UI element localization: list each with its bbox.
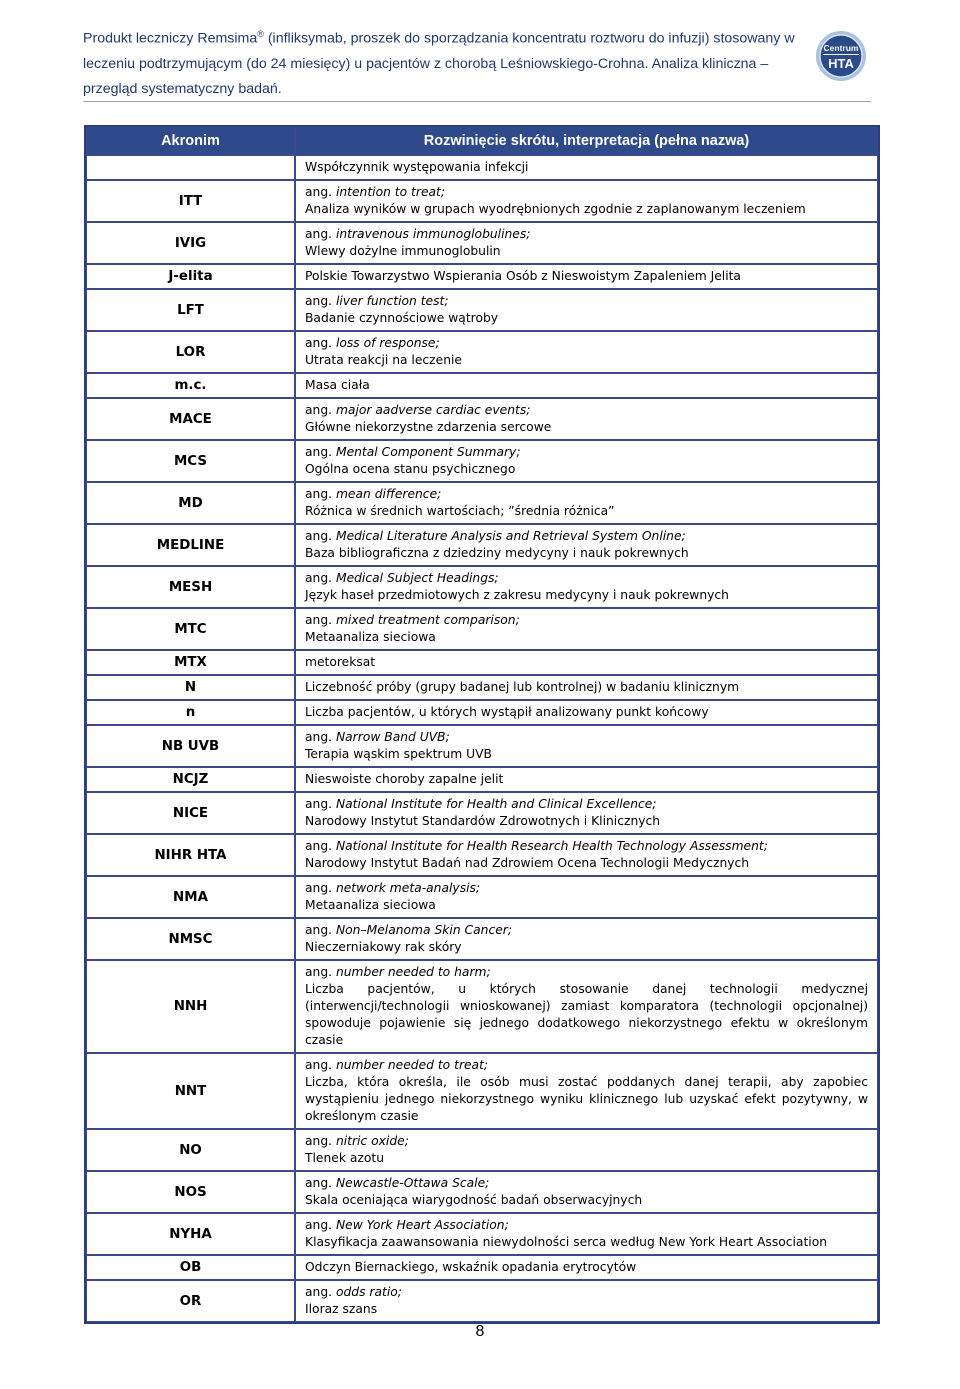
language-prefix: ang. <box>305 1058 336 1072</box>
language-prefix: ang. <box>305 294 336 308</box>
polish-description: Liczebność próby (grupy badanej lub kontrolnej) w badaniu klinicznym <box>305 680 740 694</box>
table-row <box>86 876 878 918</box>
polish-description: Tlenek azotu <box>305 1151 385 1165</box>
acronym-cell: NOS <box>86 1171 295 1213</box>
english-term: Newcastle-Ottawa Scale; <box>335 1176 490 1190</box>
polish-description: Wlewy dożylne immunoglobulin <box>305 244 501 258</box>
table-row <box>86 675 878 700</box>
table-row <box>86 792 878 834</box>
table-row <box>86 608 878 650</box>
polish-description: Współczynnik występowania infekcji <box>305 160 529 174</box>
language-prefix: ang. <box>305 613 336 627</box>
description-cell <box>295 918 878 960</box>
description-cell <box>295 440 878 482</box>
description-cell <box>295 222 878 264</box>
table-row <box>86 725 878 767</box>
acronym-cell: N <box>86 675 295 700</box>
language-prefix: ang. <box>305 730 336 744</box>
english-term-line <box>305 612 868 629</box>
polish-description: Odczyn Biernackiego, wskaźnik opadania erytrocytów <box>305 1260 637 1274</box>
language-prefix: ang. <box>305 1218 336 1232</box>
polish-description: Język haseł przedmiotowych z zakresu medycyny i nauk pokrewnych <box>305 588 729 602</box>
acronym-cell: NCJZ <box>86 767 295 792</box>
header-line-3: przegląd systematyczny badań. <box>83 80 282 97</box>
acronym-cell: MTX <box>86 650 295 675</box>
acronym-cell: OB <box>86 1255 295 1280</box>
english-term-line <box>305 1175 868 1192</box>
english-term-line <box>305 1057 868 1074</box>
description-cell <box>295 725 878 767</box>
description-cell <box>295 1213 878 1255</box>
english-term: major aadverse cardiac events; <box>335 403 531 417</box>
english-term-line <box>305 226 868 243</box>
description-cell <box>295 524 878 566</box>
description-cell <box>295 834 878 876</box>
acronym-cell: J-elita <box>86 264 295 289</box>
english-term-line <box>305 729 868 746</box>
english-term: Non–Melanoma Skin Cancer; <box>335 923 512 937</box>
language-prefix: ang. <box>305 529 336 543</box>
polish-description: Liczba pacjentów, u których stosowanie danej technologii medycznej (interwencji/technologii wnioskowanej) zamiast komparatora (technologii opcjonalnej) spowoduje pojawienie się jednego dodatkowego niekorzystnego efektu w określonym czasie <box>305 982 868 1047</box>
table-row <box>86 1129 878 1171</box>
description-cell <box>295 608 878 650</box>
english-term: number needed to treat; <box>335 1058 489 1072</box>
polish-description: metoreksat <box>305 655 376 669</box>
description-cell <box>295 331 878 373</box>
table-row <box>86 700 878 725</box>
polish-description: Terapia wąskim spektrum UVB <box>305 747 492 761</box>
english-term: Narrow Band UVB; <box>335 730 450 744</box>
polish-description: Narodowy Instytut Badań nad Zdrowiem Ocena Technologii Medycznych <box>305 856 750 870</box>
polish-description: Różnica w średnich wartościach; ”średnia różnica” <box>305 504 615 518</box>
description-cell <box>295 792 878 834</box>
description-cell <box>295 650 878 675</box>
polish-description: Liczba pacjentów, u których wystąpił analizowany punkt końcowy <box>305 705 709 719</box>
acronym-cell: LFT <box>86 289 295 331</box>
table-row <box>86 264 878 289</box>
english-term: number needed to harm; <box>335 965 491 979</box>
acronym-cell: NNT <box>86 1053 295 1129</box>
language-prefix: ang. <box>305 571 336 585</box>
english-term: loss of response; <box>335 336 440 350</box>
polish-description: Metaanaliza sieciowa <box>305 898 436 912</box>
logo-text-top: Centrum <box>823 43 859 53</box>
english-term: liver function test; <box>335 294 449 308</box>
acronym-cell: NICE <box>86 792 295 834</box>
english-term: intention to treat; <box>335 185 446 199</box>
table-row <box>86 398 878 440</box>
english-term-line <box>305 796 868 813</box>
english-term-line <box>305 335 868 352</box>
registered-mark: ® <box>257 29 264 39</box>
acronym-cell: NB UVB <box>86 725 295 767</box>
header-line-1 <box>83 22 803 52</box>
english-term: mean difference; <box>335 487 442 501</box>
language-prefix: ang. <box>305 487 336 501</box>
polish-description: Liczba, która określa, ile osób musi zostać poddanych danej terapii, aby zapobiec wystąpieniu jednego niekorzystnego wyniku klinicznego lub uzyskać efekt pozytywny, w określonym czasie <box>305 1075 868 1123</box>
english-term-line <box>305 1217 868 1234</box>
polish-description: Utrata reakcji na leczenie <box>305 353 462 367</box>
english-term: Medical Literature Analysis and Retrieval System Online; <box>335 529 686 543</box>
description-cell <box>295 876 878 918</box>
acronym-cell: MTC <box>86 608 295 650</box>
abbreviations-table <box>84 125 880 1324</box>
polish-description: Analiza wyników w grupach wyodrębnionych zgodnie z zaplanowanym leczeniem <box>305 202 806 216</box>
table-row <box>86 524 878 566</box>
acronym-cell: n <box>86 700 295 725</box>
english-term: National Institute for Health and Clinical Excellence; <box>335 797 657 811</box>
description-cell <box>295 180 878 222</box>
english-term-line <box>305 570 868 587</box>
language-prefix: ang. <box>305 839 336 853</box>
language-prefix: ang. <box>305 445 336 459</box>
english-term-line <box>305 528 868 545</box>
english-term-line <box>305 184 868 201</box>
english-term-line <box>305 880 868 897</box>
language-prefix: ang. <box>305 797 336 811</box>
polish-description: Baza bibliograficzna z dziedziny medycyny i nauk pokrewnych <box>305 546 689 560</box>
polish-description: Nieczerniakowy rak skóry <box>305 940 462 954</box>
english-term-line <box>305 922 868 939</box>
english-term: mixed treatment comparison; <box>335 613 520 627</box>
polish-description: Masa ciała <box>305 378 370 392</box>
language-prefix: ang. <box>305 185 336 199</box>
description-cell <box>295 264 878 289</box>
polish-description: Badanie czynnościowe wątroby <box>305 311 499 325</box>
acronym-cell: NMA <box>86 876 295 918</box>
english-term-line <box>305 1284 868 1301</box>
table-row <box>86 1053 878 1129</box>
acronym-cell: NMSC <box>86 918 295 960</box>
column-header-acronym: Akronim <box>86 127 295 155</box>
table-row <box>86 767 878 792</box>
description-cell <box>295 566 878 608</box>
polish-description: Klasyfikacja zaawansowania niewydolności serca według New York Heart Association <box>305 1235 828 1249</box>
table-row <box>86 222 878 264</box>
description-cell <box>295 1280 878 1322</box>
english-term: intravenous immunoglobulines; <box>335 227 531 241</box>
table-row <box>86 331 878 373</box>
english-term-line <box>305 402 868 419</box>
description-cell <box>295 289 878 331</box>
table-row <box>86 650 878 675</box>
table-row <box>86 834 878 876</box>
language-prefix: ang. <box>305 403 336 417</box>
english-term-line <box>305 486 868 503</box>
acronym-cell: OR <box>86 1280 295 1322</box>
description-cell <box>295 700 878 725</box>
description-cell <box>295 1255 878 1280</box>
description-cell <box>295 482 878 524</box>
table-row <box>86 1280 878 1322</box>
acronym-cell: NIHR HTA <box>86 834 295 876</box>
language-prefix: ang. <box>305 227 336 241</box>
table-row <box>86 180 878 222</box>
acronym-cell: MACE <box>86 398 295 440</box>
page-number: 8 <box>475 1323 485 1340</box>
acronym-cell: NO <box>86 1129 295 1171</box>
language-prefix: ang. <box>305 336 336 350</box>
english-term-line <box>305 964 868 981</box>
english-term-line <box>305 838 868 855</box>
polish-description: Iloraz szans <box>305 1302 378 1316</box>
language-prefix: ang. <box>305 965 336 979</box>
header-line-1-rest: (infliksymab, proszek do sporządzania koncentratu roztworu do infuzji) stosowany w <box>263 30 795 47</box>
english-term: odds ratio; <box>335 1285 402 1299</box>
description-cell <box>295 1053 878 1129</box>
language-prefix: ang. <box>305 1134 336 1148</box>
acronym-cell: NYHA <box>86 1213 295 1255</box>
description-cell <box>295 373 878 398</box>
english-term: network meta-analysis; <box>335 881 481 895</box>
table-row <box>86 566 878 608</box>
acronym-cell <box>86 155 295 180</box>
polish-description: Główne niekorzystne zdarzenia sercowe <box>305 420 552 434</box>
acronym-cell: LOR <box>86 331 295 373</box>
description-cell <box>295 398 878 440</box>
acronym-cell: MD <box>86 482 295 524</box>
english-term: National Institute for Health Research Health Technology Assessment; <box>335 839 768 853</box>
english-term-line <box>305 1133 868 1150</box>
polish-description: Ogólna ocena stanu psychicznego <box>305 462 516 476</box>
table-row <box>86 155 878 180</box>
polish-description: Skala oceniająca wiarygodność badań obserwacyjnych <box>305 1193 643 1207</box>
description-cell <box>295 960 878 1053</box>
acronym-cell: NNH <box>86 960 295 1053</box>
acronym-cell: MCS <box>86 440 295 482</box>
description-cell <box>295 1171 878 1213</box>
table-row <box>86 373 878 398</box>
english-term: New York Heart Association; <box>335 1218 509 1232</box>
acronym-cell: MEDLINE <box>86 524 295 566</box>
table-row <box>86 482 878 524</box>
table-row <box>86 960 878 1053</box>
description-cell <box>295 1129 878 1171</box>
language-prefix: ang. <box>305 1285 336 1299</box>
polish-description: Narodowy Instytut Standardów Zdrowotnych i Klinicznych <box>305 814 661 828</box>
table-row <box>86 289 878 331</box>
acronym-cell: IVIG <box>86 222 295 264</box>
acronym-cell: MESH <box>86 566 295 608</box>
polish-description: Nieswoiste choroby zapalne jelit <box>305 772 504 786</box>
table-row <box>86 1255 878 1280</box>
acronym-cell: m.c. <box>86 373 295 398</box>
column-header-description: Rozwinięcie skrótu, interpretacja (pełna nazwa) <box>295 127 878 155</box>
table-body <box>86 155 878 1322</box>
acronym-cell: ITT <box>86 180 295 222</box>
polish-description: Metaanaliza sieciowa <box>305 630 436 644</box>
description-cell <box>295 767 878 792</box>
table-row <box>86 918 878 960</box>
table-row <box>86 440 878 482</box>
language-prefix: ang. <box>305 881 336 895</box>
header-product-name: Produkt leczniczy Remsima <box>83 30 258 47</box>
header-line-2: leczeniu podtrzymującym (do 24 miesięcy) u pacjentów z chorobą Leśniowskiego-Crohna. Analiza kliniczna – <box>83 55 769 72</box>
english-term: Medical Subject Headings; <box>335 571 499 585</box>
table-row <box>86 1213 878 1255</box>
english-term: Mental Component Summary; <box>335 445 521 459</box>
language-prefix: ang. <box>305 1176 336 1190</box>
language-prefix: ang. <box>305 923 336 937</box>
centrum-hta-logo <box>815 30 867 82</box>
header-divider <box>83 101 871 102</box>
english-term: nitric oxide; <box>335 1134 409 1148</box>
table-row <box>86 1171 878 1213</box>
english-term-line <box>305 293 868 310</box>
english-term-line <box>305 444 868 461</box>
table-header-row <box>86 127 878 155</box>
description-cell <box>295 155 878 180</box>
logo-text-bottom: HTA <box>828 56 854 71</box>
polish-description: Polskie Towarzystwo Wspierania Osób z Nieswoistym Zapaleniem Jelita <box>305 269 741 283</box>
description-cell <box>295 675 878 700</box>
document-header <box>83 22 803 102</box>
